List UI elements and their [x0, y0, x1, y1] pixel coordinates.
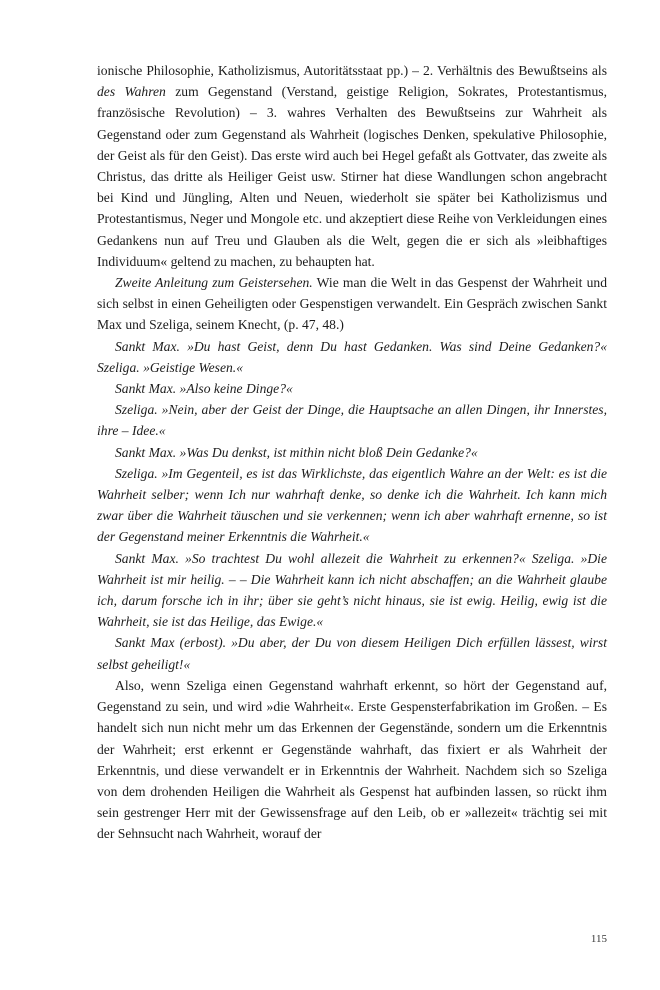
paragraph: ionische Philosophie, Katholizismus, Autoritätsstaat pp.) – 2. Verhältnis des Bewußtseins als des Wahren zum Gegenstand (Verstand, geistige Religion, Sokrates, Protestantismus, französische Revolution) – 3. wahres Verhalten des Bewußtseins zur Wahrheit als Gegenstand oder zum Gegenstand als Wahrheit (logisches Denken, spekulative Philosophie, der Geist als für den Geist). Das erste wird auch bei Hegel gefaßt als Gottvater, das zweite als Christus, das dritte als Heiliger Geist usw. Stirner hat diese Wandlungen schon angebracht bei Kind und Jüngling, Alten und Neuen, wiederholt sie später bei Katholizismus und Protestantismus, Neger und Mongole etc. und akzeptiert diese Reihe von Verkleidungen eines Gedankens nun auf Treu und Glauben als die Welt, gegen die er sich als »leibhaftiges Individuum« geltend zu machen, zu behaupten hat.	[97, 63, 607, 269]
page-body	[97, 60, 607, 845]
paragraph: Sankt Max. »Du hast Geist, denn Du hast Gedanken. Was sind Deine Gedanken?« Szeliga. »Geistige Wesen.«	[97, 338, 607, 375]
paragraph: Szeliga. »Nein, aber der Geist der Dinge, die Hauptsache an allen Dingen, ihr Innerstes, ihre – Idee.«	[97, 402, 607, 439]
paragraph: Szeliga. »Im Gegenteil, es ist das Wirklichste, das eigentlich Wahre an der Welt: es ist die Wahrheit selber; wenn Ich nur wahrhaft denke, so denke ich die Wahrheit. Ich kann mich zwar über die Wahrheit täuschen und sie verkennen; wenn ich aber wahrhaft ernenne, so ist der Gegenstand meiner Erkenntnis die Wahrheit.«	[97, 465, 607, 545]
paragraph: Sankt Max. »Was Du denkst, ist mithin nicht bloß Dein Gedanke?«	[115, 444, 478, 460]
paragraph: Sankt Max (erbost). »Du aber, der Du von diesem Heiligen Dich erfüllen lässest, wirst selbst geheiligt!«	[97, 635, 607, 672]
paragraph: Sankt Max. »Also keine Dinge?«	[115, 381, 293, 397]
paragraph: Also, wenn Szeliga einen Gegenstand wahrhaft erkennt, so hört der Gegenstand auf, Gegenstand zu sein, und wird »die Wahrheit«. Erste Gespensterfabrikation im Großen. – Es handelt sich nun nicht mehr um das Erkennen der Gegenstände, sondern um die Erkenntnis der Wahrheit; erst erkennt er Gegenstände wahrhaft, das fixiert er als Wahrheit der Erkenntnis, und diese verwandelt er in Erkenntnis der Wahrheit. Nachdem sich so Szeliga von dem drohenden Heiligen die Wahrheit als Gespenst hat aufbinden lassen, so rückt ihm sein gestrenger Herr mit der Gewissensfrage auf den Leib, ob er »allezeit« trächtig sei mit der Sehnsucht nach Wahrheit, worauf der	[97, 677, 607, 842]
page-number: 115	[590, 933, 607, 945]
paragraph: Sankt Max. »So trachtest Du wohl allezeit die Wahrheit zu erkennen?« Szeliga. »Die Wahrheit ist mir heilig. – – Die Wahrheit kann ich nicht abschaffen; an die Wahrheit glaube ich, darum forsche ich in ihr; über sie geht’s nicht hinaus, sie ist ewig. Heilig, ewig ist die Wahrheit, sie ist das Heilige, das Ewige.«	[97, 550, 607, 630]
paragraph: Zweite Anleitung zum Geistersehen. Wie man die Welt in das Gespenst der Wahrheit und sich selbst in einen Geheiligten oder Gespenstigen verwandelt. Ein Gespräch zwischen Sankt Max und Szeliga, seinem Knecht, (p. 47, 48.)	[97, 275, 607, 333]
